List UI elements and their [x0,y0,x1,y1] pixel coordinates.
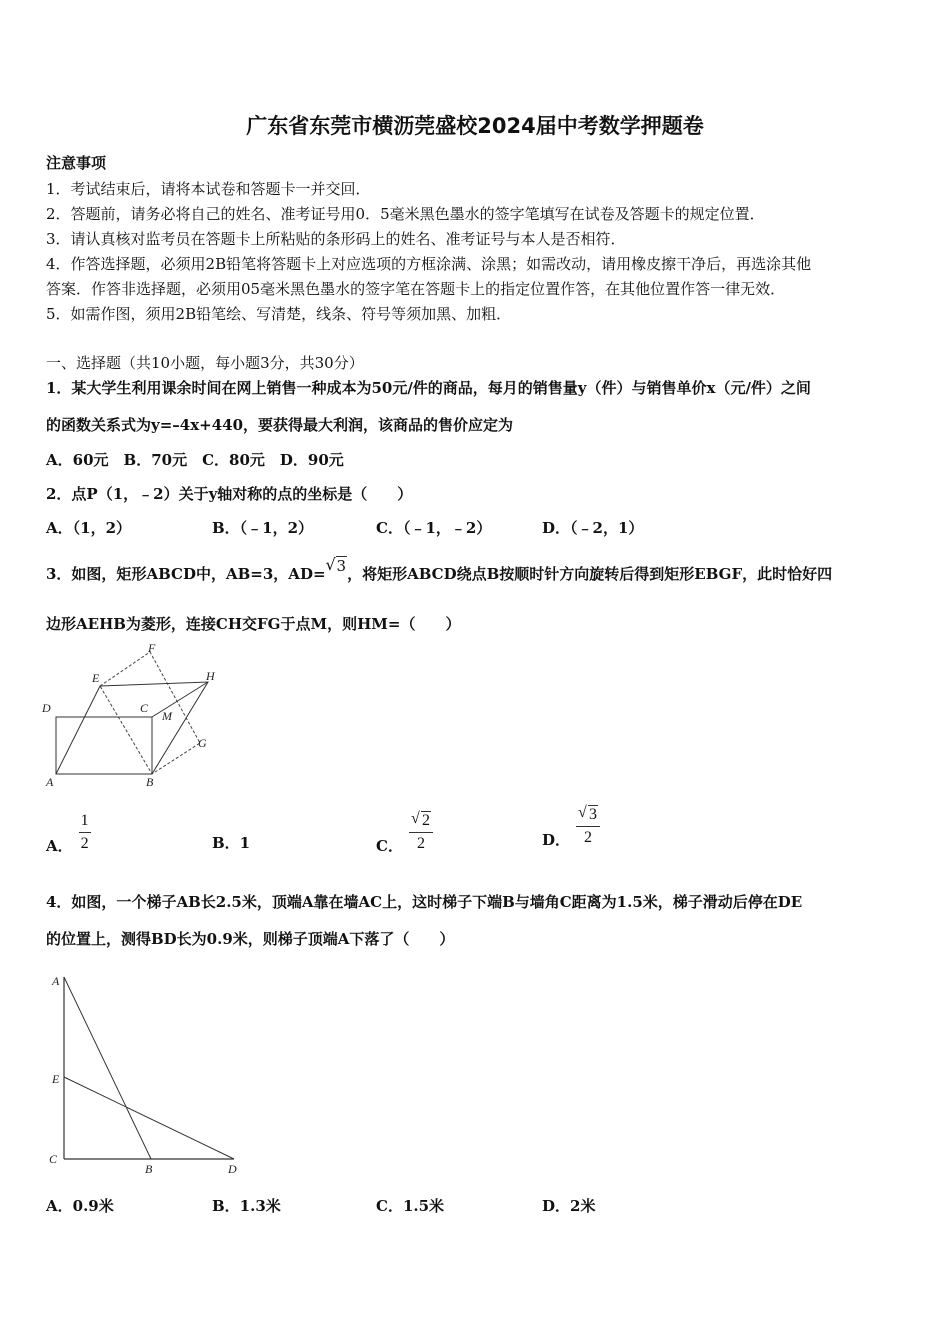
q3-option-c: C． √ $\frac{2}{2}$ [376,812,433,853]
note-item: 1．考试结束后，请将本试卷和答题卡一并交回． [46,180,371,198]
q1-stem-line2: 的函数关系式为y=–4x+440，要获得最大利润，该商品的售价应定为 [46,416,514,434]
q2-option-b: B．（﹣1，2） [212,519,314,537]
label-A: A [52,974,60,988]
q4-stem-line1: 4．如图，一个梯子AB长2.5米，顶端A靠在墙AC上，这时梯子下端B与墙角C距离为1.5米，梯子滑动后停在DE [46,893,803,911]
label-C: C [49,1152,58,1166]
label-G: G [198,736,207,750]
label-E: E [52,1072,60,1086]
label-F: F [148,641,156,655]
label-H: H [206,669,215,683]
label-D: D [42,701,51,715]
q3-stem-line1 [46,557,833,584]
section-heading: 一、选择题（共10小题，每小题3分，共30分） [46,354,364,372]
q3-option-d: D． √ $\frac{3}{2}$ [542,806,600,847]
q3-option-a: A． $\frac{1}{2}$ [46,812,89,855]
note-item: 5．如需作图，须用2B铅笔绘、写清楚，线条、符号等须加黑、加粗． [46,305,512,323]
q3-stem-line2: 边形AEHB为菱形，连接CH交FG于点M，则HM=（ ） [46,615,461,633]
q1-options: A．60元 B．70元 C．80元 D．90元 [46,451,344,469]
label-A: A [46,775,54,789]
q1-stem-line1: 1．某大学生利用课余时间在网上销售一种成本为50元/件的商品，每月的销售量y（件）与销售单价x（元/件）之间 [46,379,811,397]
q4-option-c: C．1.5米 [376,1197,445,1215]
sqrt-expression: √ 3 [326,557,348,575]
q2-stem: 2．点P（1，﹣2）关于y轴对称的点的坐标是（ ） [46,485,413,503]
label-B: B [145,1162,153,1176]
label-M: M [162,709,172,723]
label-E: E [92,671,100,685]
label-B: B [146,775,154,789]
q4-option-d: D．2米 [542,1197,596,1215]
q4-option-b: B．1.3米 [212,1197,281,1215]
note-item: 2．答题前，请务必将自己的姓名、准考证号用0．5毫米黑色墨水的签字笔填写在试卷及答题卡的规定位置． [46,205,765,223]
note-item: 答案．作答非选择题，必须用05毫米黑色墨水的签字笔在答题卡上的指定位置作答，在其他位置作答一律无效． [46,280,786,298]
q2-option-a: A．（1，2） [46,519,132,537]
q2-option-d: D．（﹣2，1） [542,519,644,537]
note-item: 3．请认真核对监考员在答题卡上所粘贴的条形码上的姓名、准考证号与本人是否相符． [46,230,626,248]
q2-option-c: C．（﹣1，﹣2） [376,519,492,537]
label-D: D [228,1162,237,1176]
q3-figure [40,640,230,790]
q3-stem-pre: 3．如图，矩形ABCD中，AB=3，AD= [46,565,326,583]
notes-heading: 注意事项 [46,154,107,172]
q4-figure [44,965,244,1180]
q3-option-b: B．1 [212,834,251,852]
q4-option-a: A．0.9米 [46,1197,114,1215]
q3-stem-post: ，将矩形ABCD绕点B按顺时针方向旋转后得到矩形EBGF，此时恰好四 [347,565,833,583]
note-item: 4．作答选择题，必须用2B铅笔将答题卡上对应选项的方框涂满、涂黑；如需改动，请用橡皮擦干净后，再选涂其他 [46,255,812,273]
label-C: C [140,701,149,715]
q4-stem-line2: 的位置上，测得BD长为0.9米，则梯子顶端A下落了（ ） [46,930,455,948]
page-title: 广东省东莞市横沥莞盛校2024届中考数学押题卷 [246,114,704,138]
